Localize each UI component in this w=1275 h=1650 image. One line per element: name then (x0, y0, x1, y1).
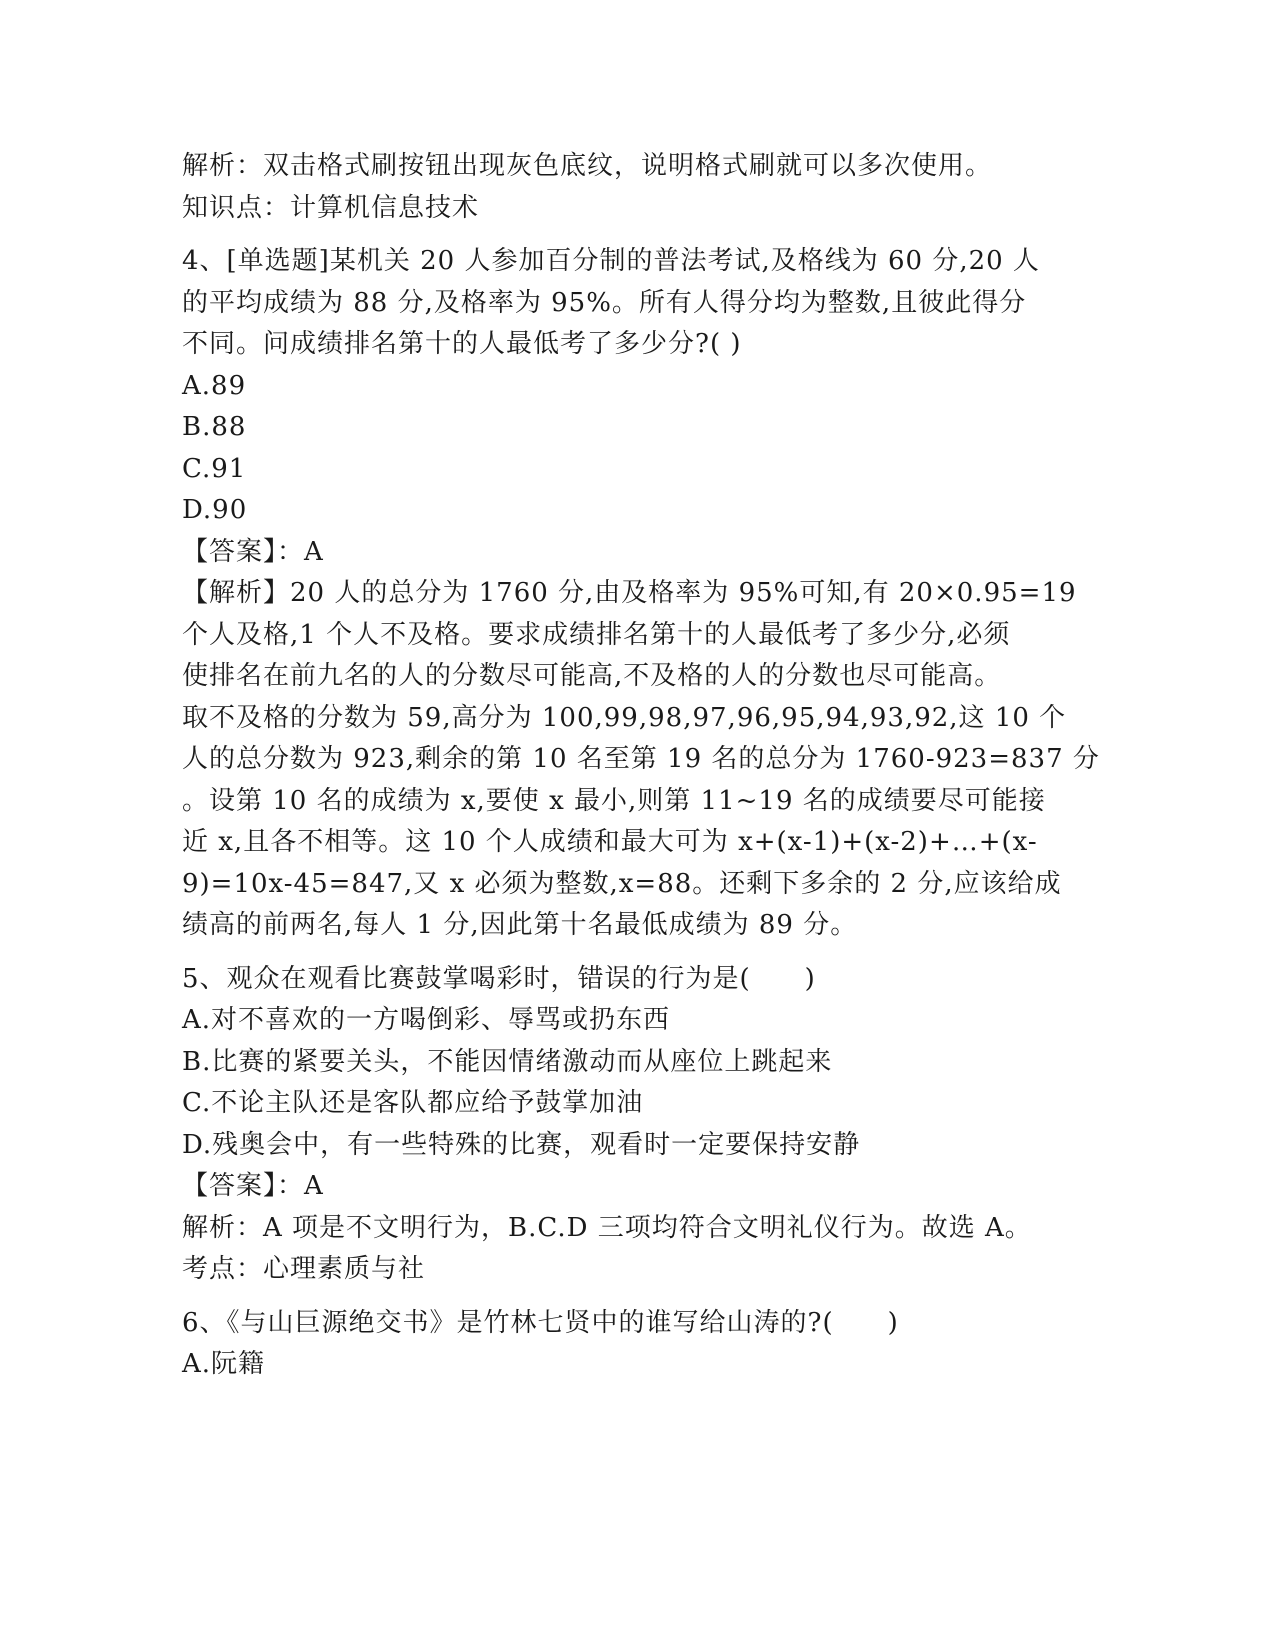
analysis-line: 取不及格的分数为 59,高分为 100,99,98,97,96,95,94,93,92,这 10 个 (182, 702, 1067, 733)
option-a: A.阮籍 (182, 1349, 266, 1379)
question-stem-line: 不同。问成绩排名第十的人最低考了多少分?( ) (182, 329, 742, 359)
option-b: B.88 (182, 412, 247, 442)
option-b: B.比赛的紧要关头，不能因情绪激动而从座位上跳起来 (182, 1046, 833, 1077)
answer-text: 【答案】：A (182, 1171, 324, 1201)
option-d: D.残奥会中，有一些特殊的比赛，观看时一定要保持安静 (182, 1129, 861, 1160)
analysis-line: 【解析】20 人的总分为 1760 分,由及格率为 95%可知,有 20×0.95=19 (182, 578, 1077, 608)
document-page (182, 146, 1100, 1386)
analysis-line: 使排名在前九名的人的分数尽可能高,不及格的人的分数也尽可能高。 (182, 661, 1002, 691)
option-d: D.90 (182, 495, 248, 525)
question-stem: 5、观众在观看比赛鼓掌喝彩时，错误的行为是( ) (182, 963, 816, 994)
knowledge-point: 考点：心理素质与社 (182, 1254, 426, 1284)
question-5 (182, 959, 1082, 1291)
analysis-line: 绩高的前两名,每人 1 分,因此第十名最低成绩为 89 分。 (182, 910, 858, 940)
option-c: C.91 (182, 453, 247, 484)
question-6 (182, 1303, 1082, 1386)
question-4 (182, 241, 1100, 947)
analysis-line: 个人及格,1 个人不及格。要求成绩排名第十的人最低考了多少分,必须 (182, 619, 1011, 650)
option-a: A.对不喜欢的一方喝倒彩、辱骂或扔东西 (182, 1005, 671, 1035)
option-a: A.89 (182, 370, 247, 401)
question-3-tail (182, 146, 1082, 229)
question-stem-line: 4、[单选题]某机关 20 人参加百分制的普法考试,及格线为 60 分,20 人 (182, 246, 1040, 276)
analysis-line: 近 x,且各不相等。这 10 个人成绩和最大可为 x+(x-1)+(x-2)+…+(x- (182, 827, 1038, 857)
analysis-line: 。设第 10 名的成绩为 x,要使 x 最小,则第 11~19 名的成绩要尽可能接 (182, 785, 1046, 816)
analysis-line: 9)=10x-45=847,又 x 必须为整数,x=88。还剩下多余的 2 分,应该给成 (182, 868, 1062, 899)
option-c: C.不论主队还是客队都应给予鼓掌加油 (182, 1088, 644, 1118)
question-stem-line: 的平均成绩为 88 分,及格率为 95%。所有人得分均为整数,且彼此得分 (182, 287, 1027, 318)
analysis-line: 人的总分数为 923,剩余的第 10 名至第 19 名的总分为 1760-923=837 分 (182, 744, 1100, 774)
answer-text: 【答案】：A (182, 536, 324, 567)
analysis-text: 解析：A 项是不文明行为，B.C.D 三项均符合文明礼仪行为。故选 A。 (182, 1212, 1032, 1243)
analysis-text: 解析：双击格式刷按钮出现灰色底纹，说明格式刷就可以多次使用。 (182, 151, 993, 181)
knowledge-point: 知识点：计算机信息技术 (182, 192, 480, 223)
question-stem: 6、《与山巨源绝交书》是竹林七贤中的谁写给山涛的?( ) (182, 1307, 899, 1338)
